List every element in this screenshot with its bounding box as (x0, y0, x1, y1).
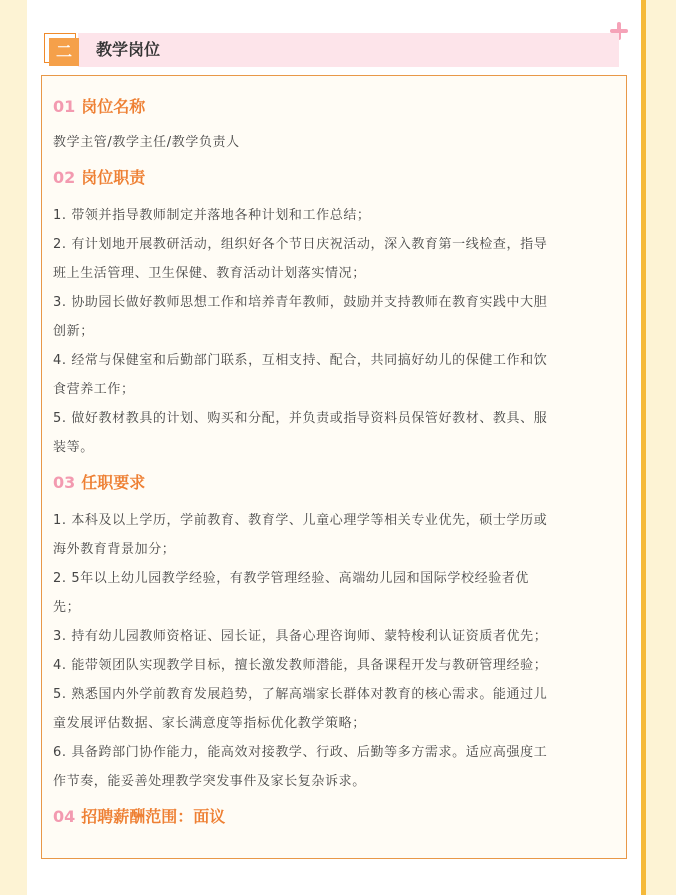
text-line: 班上生活管理、卫生保健、教育活动计划落实情况； (53, 266, 366, 281)
text-line: 先； (53, 600, 81, 615)
block-number: 02 (53, 168, 76, 187)
content-card (41, 75, 627, 859)
text-line: 3. 协助园长做好教师思想工作和培养青年教师，鼓励并支持教师在教育实践中大胆 (53, 295, 548, 310)
text-line: 4. 能带领团队实现教学目标，擅长激发教师潜能，具备课程开发与教研管理经验； (53, 658, 548, 673)
text-line: 1. 带领并指导教师制定并落地各种计划和工作总结； (53, 208, 371, 223)
block-number: 01 (53, 97, 76, 116)
text-line: 食营养工作； (53, 382, 135, 397)
section-number-badge: 二 (49, 38, 79, 66)
section-title: 教学岗位 (96, 40, 161, 59)
text-line: 6. 具备跨部门协作能力，能高效对接教学、行政、后勤等多方需求。适应高强度工 (53, 745, 548, 760)
block-number: 03 (53, 473, 76, 492)
text-line: 童发展评估数据、家长满意度等指标优化教学策略； (53, 716, 366, 731)
text-line: 3. 持有幼儿园教师资格证、园长证，具备心理咨询师、蒙特梭利认证资质者优先； (53, 629, 548, 644)
text-line: 创新； (53, 324, 94, 339)
text-line: 作节奏，能妥善处理教学突发事件及家长复杂诉求。 (53, 774, 366, 789)
block-heading-job-title (53, 94, 615, 120)
block-title: 招聘薪酬范围：面议 (81, 807, 226, 826)
block-heading-salary (53, 804, 615, 830)
text-line: 2. 有计划地开展教研活动，组织好各个节日庆祝活动，深入教育第一线检查，指导 (53, 237, 548, 252)
text-line: 2. 5年以上幼儿园教学经验，有教学管理经验、高端幼儿园和国际学校经验者优 (53, 571, 530, 586)
text-line: 5. 做好教材教具的计划、购买和分配，并负责或指导资料员保管好教材、教具、服 (53, 411, 548, 426)
block-title: 岗位职责 (81, 168, 146, 187)
block-title: 任职要求 (81, 473, 146, 492)
block-title: 岗位名称 (81, 97, 146, 116)
text-line: 5. 熟悉国内外学前教育发展趋势，了解高端家长群体对教育的核心需求。能通过儿 (53, 687, 548, 702)
text-line: 装等。 (53, 440, 94, 455)
block-heading-requirements (53, 470, 615, 496)
right-accent-stripe (641, 0, 646, 895)
block-number: 04 (53, 807, 76, 826)
text-line: 海外教育背景加分； (53, 542, 176, 557)
section-header (44, 33, 619, 67)
text-line: 教学主管/教学主任/教学负责人 (53, 135, 240, 150)
block-heading-duties (53, 165, 615, 191)
text-line: 4. 经常与保健室和后勤部门联系，互相支持、配合，共同搞好幼儿的保健工作和饮 (53, 353, 548, 368)
text-line: 1. 本科及以上学历，学前教育、教育学、儿童心理学等相关专业优先，硕士学历或 (53, 513, 548, 528)
